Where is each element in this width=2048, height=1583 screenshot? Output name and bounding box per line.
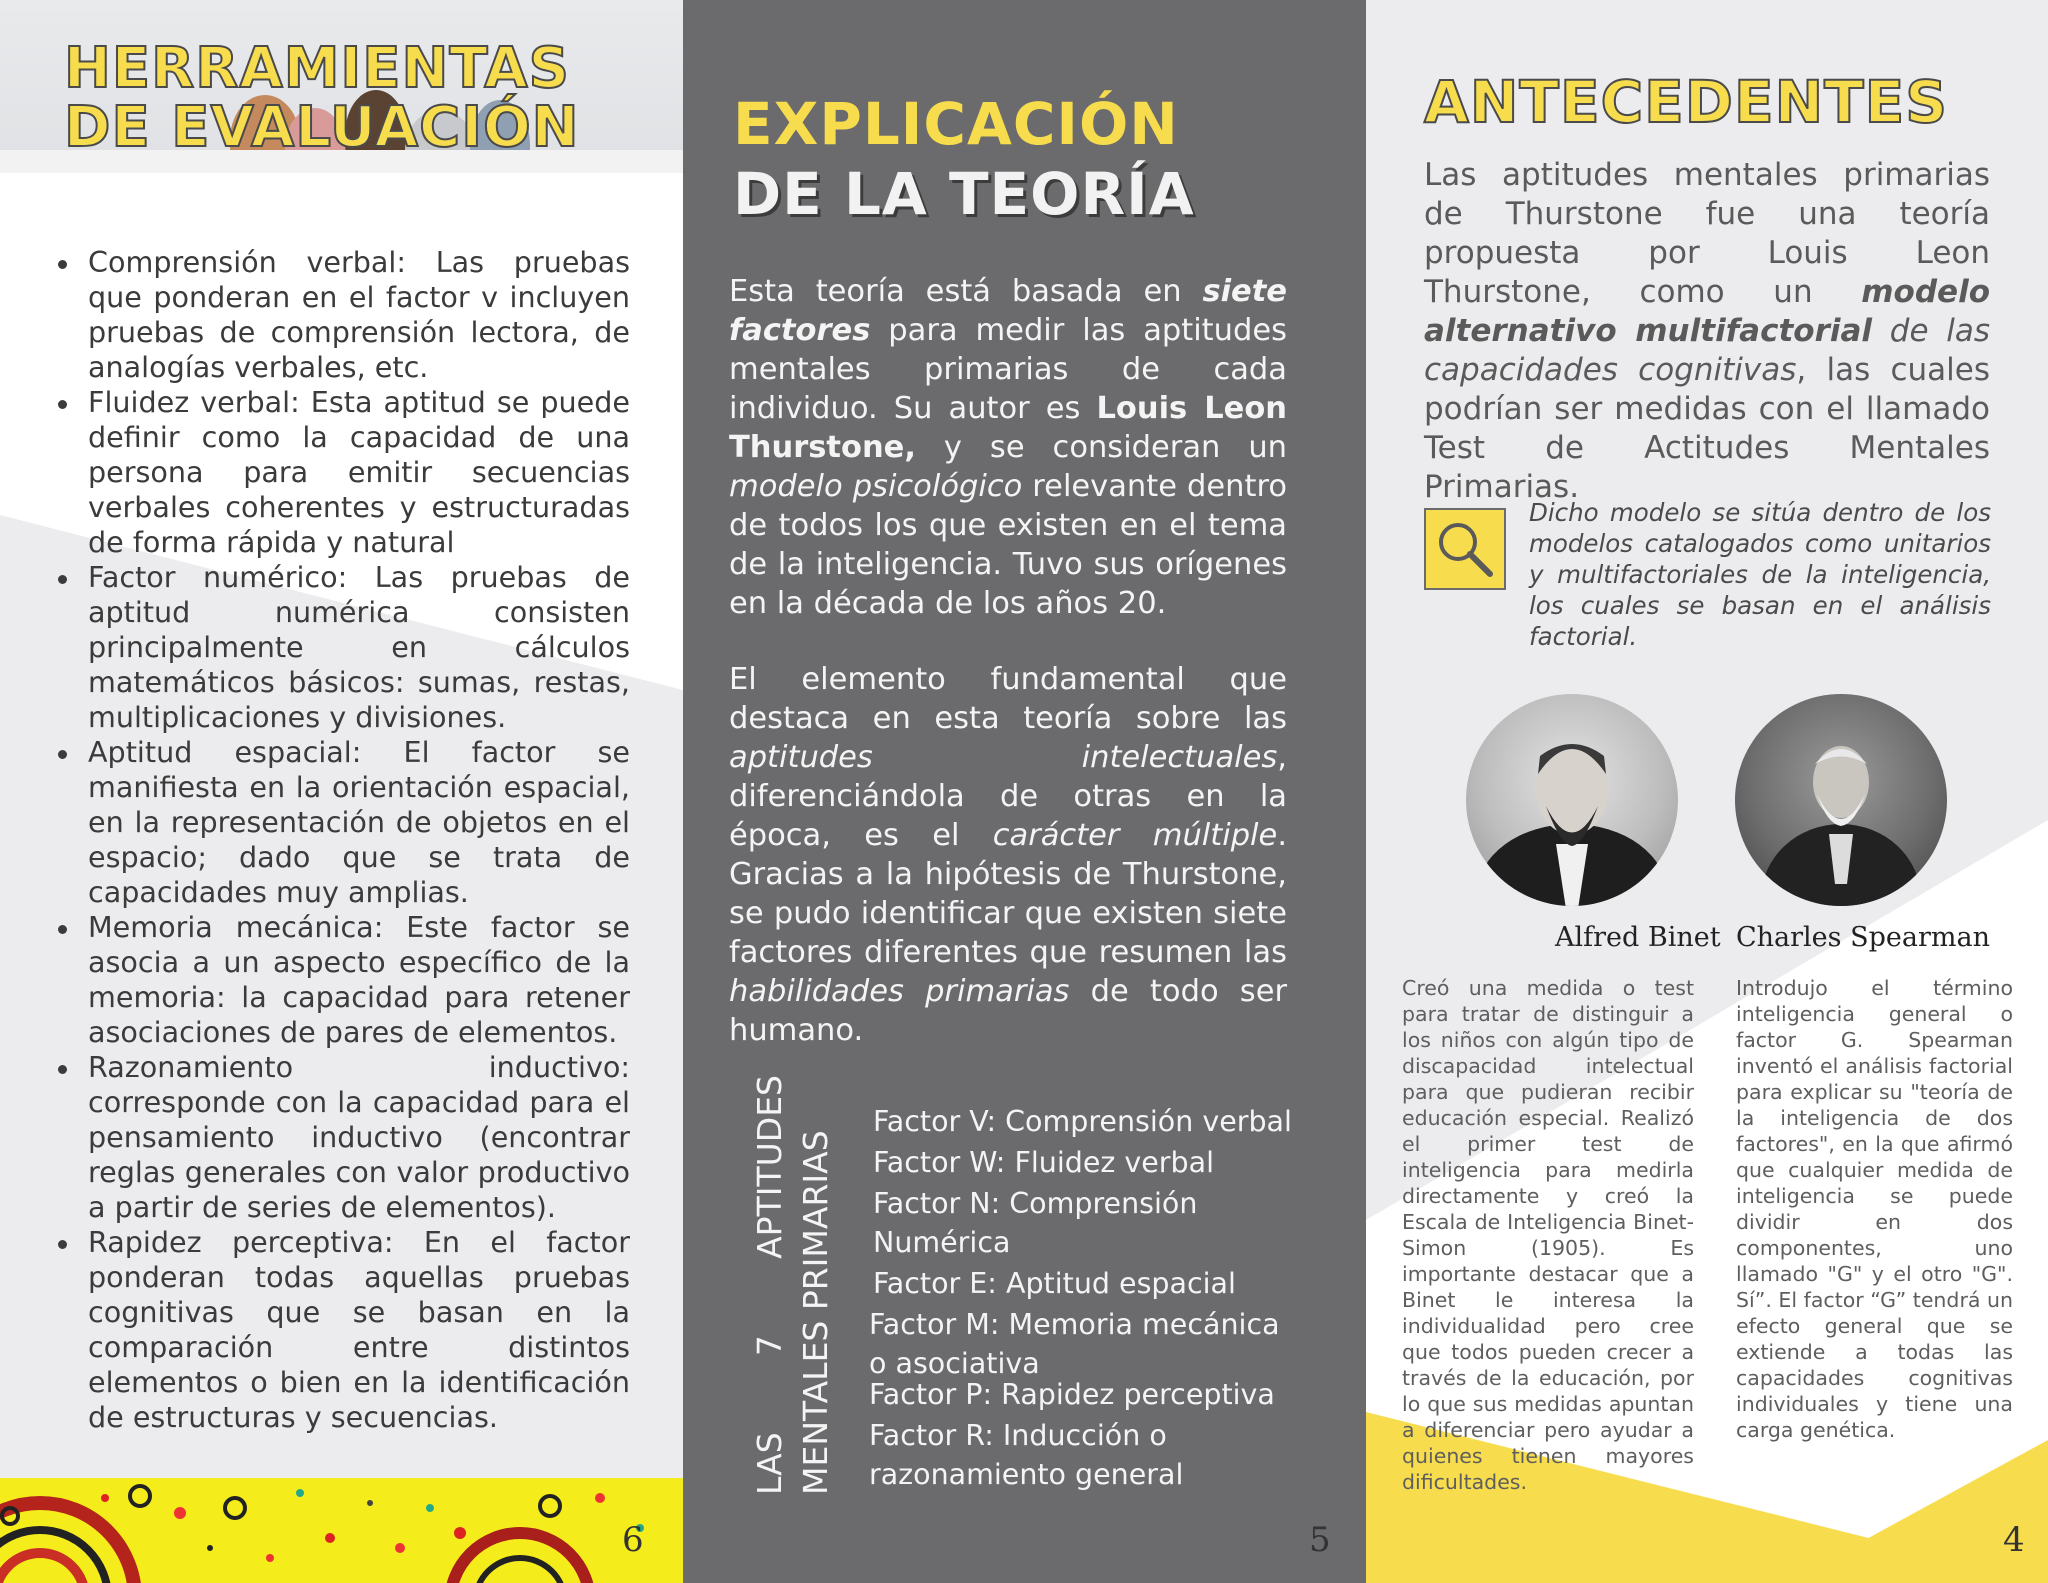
list-item: Razonamiento inductivo: corresponde con la capacidad para el pensamiento inductivo (encontrar reglas generales con valor productivo a partir de series de elementos). — [58, 1050, 630, 1225]
panel-explicacion — [683, 0, 1366, 1583]
list-item: Memoria mecánica: Este factor se asocia a un aspecto específico de la memoria: la capacidad para retener asociaciones de pares de elementos. — [58, 910, 630, 1050]
factor-item: Factor W: Fluidez verbal — [873, 1146, 1214, 1179]
antecedentes-paragraph: Las aptitudes mentales primarias de Thurstone fue una teoría propuesta por Louis Leon Thurstone, como un modelo alternativo multifactorial de las capacidades cognitivas, las cuales podrían ser medidas con el llamado Test de Actitudes Mentales Primarias. — [1424, 157, 1990, 505]
model-note: Dicho modelo se sitúa dentro de los modelos catalogados como unitarios y multifactoriales de la inteligencia, los cuales se basan en el análisis factorial. — [1529, 498, 1991, 651]
list-item: Aptitud espacial: El factor se manifiesta en la orientación espacial, en la representación de objetos en el espacio; dado que se trata de capacidades muy amplias. — [58, 735, 630, 910]
theory-paragraph-1: Esta teoría está basada en siete factores para medir las aptitudes mentales primarias de cada individuo. Su autor es Louis Leon Thurstone, y se consideran un modelo psicológico relevante dentro de todos los que existen en el tema de la inteligencia. Tuvo sus orígenes en la década de los años 20. — [729, 274, 1287, 621]
magnifier-icon — [1424, 508, 1506, 590]
factor-item: Factor N: Comprensión Numérica — [873, 1187, 1198, 1259]
factor-item: Factor P: Rapidez perceptiva — [869, 1378, 1275, 1411]
section-title-line-2: DE LA TEORÍA — [733, 160, 1195, 228]
panel-antecedentes — [1366, 0, 2048, 1583]
section-title-line-1: EXPLICACIÓN — [733, 90, 1179, 158]
evaluation-tools-list — [58, 245, 630, 1435]
factor-list — [869, 1102, 1293, 1496]
factor-item: Factor E: Aptitud espacial — [873, 1267, 1236, 1300]
list-item: Rapidez perceptiva: En el factor ponderan todas aquellas pruebas cognitivas que se basan en la comparación entre distintos elementos o bien en la identificación de estructuras y secuencias. — [58, 1225, 630, 1435]
page-number: 5 — [1309, 1520, 1331, 1560]
decorative-image — [0, 1478, 683, 1583]
binet-portrait — [1466, 694, 1678, 906]
factor-item: Factor V: Comprensión verbal — [873, 1105, 1292, 1138]
panel-herramientas — [0, 0, 683, 1583]
factor-item: Factor R: Inducción o razonamiento general — [869, 1419, 1184, 1491]
list-item: Comprensión verbal: Las pruebas que ponderan en el factor v incluyen pruebas de comprensión lectora, de analogías verbales, etc. — [58, 245, 630, 385]
spearman-portrait — [1735, 694, 1947, 906]
title-line-1: HERRAMIENTAS — [64, 36, 570, 101]
page-number: 6 — [622, 1520, 644, 1560]
vertical-heading: LAS 7 APTITUDES MENTALES PRIMARIAS — [750, 1075, 835, 1495]
factor-item: Factor M: Memoria mecánica o asociativa — [869, 1308, 1280, 1380]
binet-bio: Creó una medida o test para tratar de distinguir a los niños con algún tipo de discapacidad intelectual para que pudieran recibir educación especial. Realizó el primer test de inteligencia para medirla directamente y creó la Escala de Inteligencia Binet-Simon (1905). Es importante destacar que a Binet le interesa la individualidad pero cree que todos pueden crecer a través de la educación, por lo que sus medidas apuntan a diferenciar pero ayudar a quienes tienen mayores dificultades. — [1402, 976, 1694, 1494]
list-item: Fluidez verbal: Esta aptitud se puede definir como la capacidad de una persona para emitir secuencias verbales coherentes y estructuradas de forma rápida y natural — [58, 385, 630, 560]
spearman-bio: Introdujo el término inteligencia general o factor G. Spearman inventó el análisis factorial para explicar su "teoría de la inteligencia de dos factores", en la que afirmó que cualquier medida de inteligencia se puede dividir en dos componentes, uno llamado "G" y el otro "G". Sí”. El factor “G” tendrá un efecto general que se extiende a todas las capacidades cognitivas individuales y tiene una carga genética. — [1736, 976, 2013, 1442]
spearman-name: Charles Spearman — [1736, 922, 1990, 953]
page-number: 4 — [2003, 1520, 2025, 1560]
title-line-2: DE EVALUACIÓN — [64, 94, 580, 160]
theory-paragraph-2: El elemento fundamental que destaca en esta teoría sobre las aptitudes intelectuales, diferenciándola de otras en la época, es el carácter múltiple. Gracias a la hipótesis de Thurstone, se pudo identificar que existen siete factores diferentes que resumen las habilidades primarias de todo ser humano. — [729, 662, 1288, 1048]
binet-name: Alfred Binet — [1555, 922, 1721, 953]
section-title: ANTECEDENTES — [1424, 68, 1949, 136]
page-title — [64, 36, 674, 160]
list-item: Factor numérico: Las pruebas de aptitud numérica consisten principalmente en cálculos matemáticos básicos: sumas, restas, multiplicaciones y divisiones. — [58, 560, 630, 735]
